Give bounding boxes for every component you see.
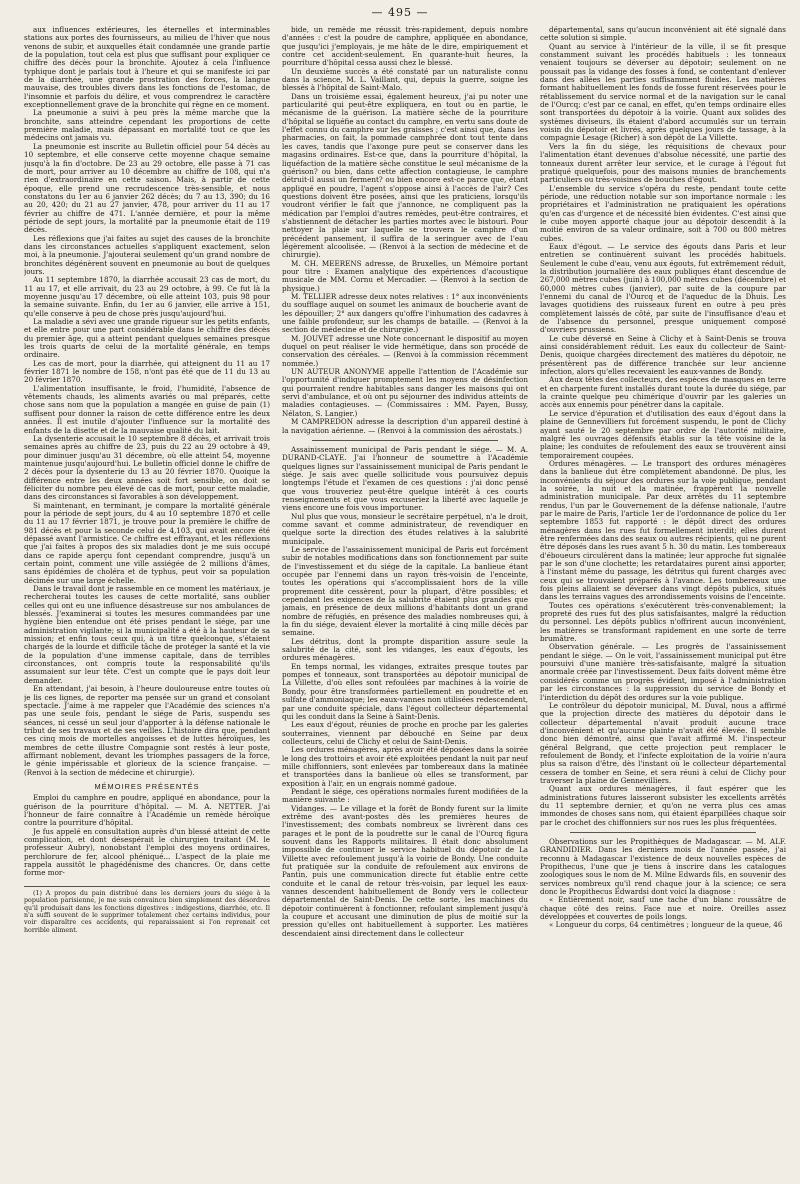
paragraph: Vidanges. — Le village et la forêt de Bondy furent sur la limite extrême des avant-postes dès les premières heures de l'investissement; des combats nombreux se livrèrent dans ces parages et le pont de la poudrette sur le canal de l'Ourcq figura souvent dans les Rapports militaires. Il était donc absolument impossible de continuer le service habituel du dépotoir de La Villette avec refoulement jusqu'à la voirie de Bondy. Une conduite fut pratiquée sur la conduite de refoulement aux environs de Pantin, puis une communication directe fut établie entre cette conduite et le canal de retour très-voisin, par lequel les eaux-vannes descendent habituellement de Bondy vers le collecteur départemental de Saint-Denis. De cette sorte, les machines du dépotoir continuèrent à fonctionner, refoulant simplement jusqu'à la coupure et accusant une diminution de plus de moitié sur la pression qu'elles ont habituellement à supporter. Les matières descendaient ainsi directement dans le collecteur bbox=[282, 803, 528, 938]
paragraph: Le service d'épuration et d'utilisation des eaux d'égout dans la plaine de Gennevilliers fut forcément suspendu, le pont de Clichy ayant sauté le 20 septembre par ordre de l'autorité militaire, malgré les ouvrages défensifs établis sur la tête voisine de la plaine; les conduites de refoulement des eaux se trouvèrent ainsi temporairement coupées. bbox=[540, 408, 786, 460]
paragraph: Les eaux d'égout, réunies de proche en proche par les galeries souterraines, viennent par débouché en Seine par deux collecteurs, celui de Clichy et celui de Saint-Denis. bbox=[282, 720, 528, 746]
paragraph: M CAMPREDON adresse la description d'un appareil destiné à la navigation aérienne. — (Renvoi à la commission des aérostats.) bbox=[282, 417, 528, 435]
paragraph: La maladie a sévi avec une grande rigueur sur les petits enfants, et elle entre pour une part considérable dans le chiffre des décès du premier âge, qui a atteint pendant quelques semaines presque les trois quarts de celui de la mortalité générale, en temps ordinaire. bbox=[24, 317, 270, 360]
paragraph: Vers la fin du siége, les réquisitions de chevaux pour l'alimentation étant devenues d'absolue nécessité, une partie des tonneaux durent arrêter leur service, et le curage à l'égout fut pratiqué quelquefois, pour des maisons munies de branchements particuliers ou très-voisines de bouches d'égout. bbox=[540, 141, 786, 185]
paragraph: Assainissement municipal de Paris pendant le siége. — M. A. DURAND-CLAYE. J'ai l'honneur de soumettre à l'Académie quelques lignes sur l'assainissement municipal de Paris pendant le siége. Je sais avec quelle sollicitude vous poursuivez depuis longtemps l'étude et l'examen de ces questions : j'ai donc pensé que vous trouveriez peut-être quelque intérêt à ces courts renseignements et que vous excuseriez la liberté avec laquelle je viens encore une fois vous importuner. bbox=[282, 444, 528, 513]
column-3 bbox=[540, 26, 786, 1174]
paragraph: Je fus appelé en consultation auprès d'un blessé atteint de cette complication, et dont désespérait le chirurgien traitant (M. le professeur Aubry), nonobstant l'emploi des moyens ordinaires, perchlorure de fer, alcool phéniqué... L'aspect de la plaie me rappela aussitôt le phagédénisme des chancres. Or, dans cette forme mor- bbox=[24, 826, 270, 878]
paragraph: Ordures ménagères. — Le transport des ordures ménagères dans la banlieue dut être complètement abandonné. De plus, les inconvénients du séjour des ordures sur la voie publique, pendant la soirée, la nuit et la matinée, frappèrent la nouvelle administration municipale. Par deux arrêtés du 11 septembre rendus, l'un par le Gouvernement de la défense nationale, l'autre par le maire de Paris, l'article 1er de l'ordonnance de police du 1er septembre 1853 fut rapporté : le dépôt direct des ordures ménagères dans les rues fut formellement interdit; elles durent être renfermées dans des seaux ou autres récipients, qui ne purent être déposés dans les rues avant 5 h. 30 du matin. Les tombereaux d'éboueurs circulèrent dans la matinée; leur approche fut signalée par le son d'une clochette; les retardataires purent ainsi apporter, à l'instant même du passage, les détritus qui furent chargés avec ceux qui se trouvaient préparés à l'avance. Les tombereaux une fois pleins allaient se déverser dans vingt dépôts publics, situés dans les terrains vagues des arrondissements voisins de l'enceinte. bbox=[540, 458, 786, 602]
paragraph: En attendant, j'ai besoin, à l'heure douloureuse entre toutes où je lis ces lignes, de reporter ma pensée sur un grand et consolant spectacle. J'aime à me rappeler que l'Académie des sciences n'a pas une seule fois, pendant le siége de Paris, suspendu ses séances, ni cessé un seul jour d'apporter à la défense nationale le tribut de ses travaux et de ses veilles. L'histoire dira que, pendant ces cinq mois de mortelles angoisses et de luttes héroïques, les membres de cette illustre Compagnie sont restés à leur poste, affirmant noblement, devant les triomphes passagers de la force, le génie impérissable et glorieux de la science française. — (Renvoi à la section de médecine et chirurgie). bbox=[24, 684, 270, 777]
text-columns bbox=[24, 26, 786, 1174]
paragraph: Observation générale. — Les progrès de l'assainissement pendant le siége. — On le voit, l'assainissement municipal put être poursuivi d'une manière très-satisfaisante, malgré la situation anormale créée par l'investissement. Deux faits doivent même être considérés comme un progrès évident, imposé à l'administration par les circonstances : la suppression du service de Bondy et l'interdiction du dépôt des ordures sur la voie publique. bbox=[540, 642, 786, 702]
paragraph: Un deuxième succès a été constaté par un naturaliste connu dans la science, M. L. Vaillant, qui, depuis la guerre, soigne les blessés à l'hôpital de Saint-Malo. bbox=[282, 66, 528, 93]
paragraph: Le service de l'assainissement municipal de Paris eut forcément subir de notables modifications dans son fonctionnement par suite de l'investissement et du siége de la capitale. La banlieue étant occupée par l'ennemi dans un rayon très-voisin de l'enceinte, toutes les opérations qui s'accomplissaient hors de la ville proprement dite cessèrent, pour la plupart, d'être possibles; et cependant les exigences de la salubrité étaient plus grandes que jamais, en présence de deux millions d'habitants dont un grand nombre de réfugiés, en présence des maladies nombreuses qui, à la fin du siége, devaient élever la mortalité à cinq mille décès par semaine. bbox=[282, 544, 528, 638]
paragraph: aux influences extérieures, les éternelles et interminables stations aux portes des fournisseurs, au milieu de l'hiver que nous venons de subir, et auxquelles était condamnée une grande partie de la population, tout cela est plus que suffisant pour expliquer ce chiffre des décès pour la bronchite. Ajoutez à cela l'influence typhique dont je parlais tout à l'heure et qui se manifeste ici par de la diarrhée, une grande prostration des forces, la langue mauvaise, des troubles divers dans les fonctions de l'estomac, de l'insomnie et parfois du délire, et vous comprendrez le caractère exceptionnellement grave de la bronchite qui règne en ce moment. bbox=[24, 26, 270, 110]
paragraph: M. TELLIER adresse deux notes relatives : 1° aux inconvénients du soufflage auquel on soumet les animaux de boucherie avant de les dépouiller; 2° aux dangers qu'offre l'inhumation des cadavres à une faible profondeur, sur les champs de bataille. — (Renvoi à la section de médecine et de chirurgie.) bbox=[282, 292, 528, 335]
footnote: (1) A propos du pain distribué dans les derniers jours du siége à la population parisienne, je me suis convaincu bien simplement des désordres qu'il produisait dans les fonctions digestives : indigestions, diarrhée, etc. Il n'a suffi souvent de le supprimer totalement chez certains individus, pour voir disparaître ces accidents, qui reparaissaient si l'on reprenait cet horrible aliment. bbox=[24, 886, 270, 934]
paragraph: « Entièrement noir, sauf une tache d'un blanc roussâtre de chaque côté des reins. Face nue et noire. Oreilles assez développées et couvertes de poils longs. bbox=[540, 895, 786, 922]
paragraph: Dans un troisième essai, également heureux, j'ai pu noter une particularité qui peut-être expliquera, en tout ou en partie, le mécanisme de la guérison. La matière sèche de la pourriture d'hôpital se liquéfie au contact du camphre, en vertu sans doute de l'effet connu du camphre sur les graisses ; c'est ainsi que, dans les pharmacies, on fait, la pommade camphrée dont tout tente dans les caves, tandis que l'axonge pure peut se conserver dans les magasins ordinaires. Est-ce que, dans la pourriture d'hôpital, la liquéfaction de la matière sèche constitue le seul mécanisme de la guérison? ou bien, dans cette affection contagieuse, le camphre détruit-il aussi un ferment? ou bien encore est-ce parce que, étant appliqué en poudre, l'agent s'oppose ainsi à l'accès de l'air? Ces questions doivent être posées, ainsi que les praticiens, lorsqu'ils voudront vérifier le fait que j'annonce, ne compliquent pas la médication par l'emploi d'autres remèdes, peut-être contraires, et s'abstiennent de détacher les parties mortes avec le bistouri. Pour nettoyer la plaie sur laquelle se trouvera le camphre d'un précédent pansement, il suffira de la seringuer avec de l'eau légèrement alcoolisée. — (Renvoi à la section de médecine et de chirurgie). bbox=[282, 91, 528, 260]
paragraph: La dysenterie accusait le 10 septembre 8 décès, et arrivait trois semaines après au chiffre de 23, puis du 22 au 29 octobre à 49, pour diminuer jusqu'au 31 décembre, où elle atteint 54, moyenne maintenue jusqu'aujourd'hui. Le bulletin officiel donne le chiffre de 2 décès pour la dysenterie du 13 au 20 février 1870. Quoique la différence entre les deux années soit fort sensible, on doit se féliciter du nombre peu élevé de cas de mort, pour cette maladie, dans des circonstances si favorables à son développement. bbox=[24, 433, 270, 502]
paragraph: bide, un remède me réussit très-rapidement, depuis nombre d'années : c'est la poudre de camphre, appliquée en abondance, que jusqu'ici j'employais, je me hâte de le dire, empiriquement et contre cet accident-seulement. En quarante-huit heures, la pourriture d'hôpital cessa aussi chez le blessé. bbox=[282, 26, 528, 68]
paragraph: UN AUTEUR ANONYME appelle l'attention de l'Académie sur l'opportunité d'indiquer promptement les moyens de désinfection qui pourraient rendre habitables sans danger les maisons qui ont servi d'ambulance, et où ont pu séjourner des individus atteints de maladies contagieuses. — (Commissaires : MM. Payen, Bussy, Nélaton, S. Langier.) bbox=[282, 367, 528, 418]
paragraph: Eaux d'égout. — Le service des égouts dans Paris et leur entretien se continuèrent suivant les procédés habituels. Seulement le cube d'eau, venu aux égouts, fut extrêmement réduit, la distribution journalière des eaux publiques étant descendue de 267,000 mètres cubes (juin) à 100,000 mètres cubes (décembre) et 60,000 mètres cubes (janvier), par suite de la coupure par l'ennemi du canal de l'Ourcq et de l'aqueduc de la Dhuis. Les lavages quotidiens des ruisseaux furent en outre à peu près complètement laissés de côté, par suite de l'insuffisance d'eau et de l'absence du personnel, presque uniquement composé d'ouvriers prussiens. bbox=[540, 241, 786, 335]
section-divider bbox=[570, 832, 756, 833]
paragraph: L'alimentation insuffisante, le froid, l'humidité, l'absence de vêtements chauds, les aliments avariés ou mal préparés, cette chose sans nom que la population a mangée en guise de pain (1) suffisent pour donner la raison de cette différence entre les deux années. Il est inutile d'ajouter l'influence sur la mortalité des enfants de la disette et de la mauvaise qualité du lait. bbox=[24, 383, 270, 435]
paragraph: Les réflexions que j'ai faites au sujet des causes de la bronchite dans les circonstances actuelles s'appliquent exactement, selon moi, à la pneumonie. J'ajouterai seulement qu'un grand nombre de bronchites dégénèrent souvent en pneumonie au bout de quelques jours. bbox=[24, 233, 270, 276]
paragraph: Aux deux têtes des collecteurs, des espèces de masques en terre et en charpente furent installés durant toute la durée du siége, par la crainte quelque peu chimérique d'ouvrir par les galeries un accès aux ennemis pour pénétrer dans la capitale. bbox=[540, 375, 786, 410]
paragraph: La pneumonie a suivi à peu près la même marche que la bronchite, sans atteindre cependant les proportions de cette première maladie, mais dépassant en mortalité tout ce que les médecins ont jamais vu. bbox=[24, 108, 270, 143]
paragraph: M. JOUVET adresse une Note concernant le dispositif au moyen duquel on peut réaliser le vide hermétique, dans son procédé de conservation des céréales. — (Renvoi à la commission récemment nommée.) bbox=[282, 333, 528, 368]
paragraph: Toutes ces opérations s'exécutèrent très-convenablement; la propreté des rues fut des plus satisfaisantes, malgré la réduction du personnel. Les dépôts publics n'offrirent aucun inconvénient, les matières se transformant rapidement en une sorte de terre brumâtre. bbox=[540, 600, 786, 644]
section-heading: MÉMOIRES PRÉSENTÉS bbox=[94, 781, 200, 791]
paragraph: Quant aux ordures ménagères, il faut espérer que les administrations futures laisseront subsister les excellents arrêtés du 11 septembre dernier, et qu'on ne verra plus ces amas immondes de choses sans nom, qui étaient éparpillées chaque soir par le crochet des chiffonniers sur nos rues les plus fréquentées. bbox=[540, 784, 786, 827]
paragraph: Les détritus, dont la prompte disparition assure seule la salubrité de la cité, sont les vidanges, les eaux d'égouts, les ordures ménagères. bbox=[282, 636, 528, 663]
paragraph: Quant au service à l'intérieur de la ville, il se fit presque constamment suivant les procédés habituels : les tonneaux venaient toujours se déverser au dépotoir; seulement on ne poussait pas la vidange des fosses à fond, se contentant d'enlever dans des allées les parties suffisamment fluides. Les matières formant habituellement les fonds de fosse furent réservées pour le rétablissement du service normal et de la navigation sur le canal de l'Ourcq; c'est par ce canal, en effet, qu'en temps ordinaire elles sont transportées du dépotoir à la voirie. Quant aux solides des systèmes diviseurs, ils étaient d'abord accumulés sur un terrain voisin du dépotoir et livrés, après quelques jours de tassage, à la compagnie Lesage (Richer) à son dépôt de La Villette. bbox=[540, 41, 786, 143]
paragraph: La pneumonie est inscrite au Bulletin officiel pour 54 décès au 10 septembre, et elle conserve cette moyenne chaque semaine jusqu'à la fin d'octobre. De 23 au 29 octobre, elle passe à 71 cas de mort, pour arriver au 10 décembre au chiffre de 108, qui n'a rien d'extraordinaire en cette saison. Mais, à partir de cette époque, elle prend une recrudescence très-sensible, et nous constatons du 1er au 6 janvier 262 décès; du 7 au 13, 390; du 16 au 20, 420; du 21 au 27 janvier, 478, pour arriver du 11 au 17 février au chiffre de 471. L'année dernière, et pour la même période de sept jours, la mortalité par la pneumonie était de 119 décès. bbox=[24, 141, 270, 235]
paragraph: Si maintenant, en terminant, je compare la mortalité générale pour la période de sept jours, du 4 au 10 septembre 1870 et celle du 11 au 17 février 1871, je trouve pour la première le chiffre de 981 décès et pour la seconde celui de 4,103, qui avait encore été dépassé avant l'armistice. Ce chiffre est effrayant, et les réflexions que j'ai faites à propos des six maladies dont je me suis occupé dans ce rapide aperçu font cependant comprendre, jusqu'à un certain point, comment une ville assiégée de 2 millions d'âmes, sans épidémies de choléra et de typhus, peut voir sa population décimée sur une large échelle. bbox=[24, 500, 270, 585]
paragraph: Nul plus que vous, monsieur le secrétaire perpétuel, n'a le droit, comme savant et comme administrateur, de revendiquer en quelque sorte la direction des études relatives à la salubrité municipale. bbox=[282, 511, 528, 546]
column-1 bbox=[24, 26, 270, 1174]
page-number: — 495 — bbox=[371, 6, 429, 19]
paragraph: Les cas de mort, pour la diarrhée, qui atteignent du 11 au 17 février 1871 le nombre de 158, n'ont pas été que de 11 du 13 au 20 février 1870. bbox=[24, 358, 270, 385]
paragraph: Le contrôleur du dépotoir municipal, M. Duval, nous a affirmé que la projection directe des matières du dépotoir dans le collecteur départemental n'avait produit aucune trace d'inconvénient et qu'aucune plainte n'avait été élevée. Il semble donc bien démontré, ainsi que l'avait affirmé M. l'inspecteur général Belgrand, que cette projection peut remplacer le refoulement de Bondy, et l'infecte exploitation de la voirie n'aura plus sa raison d'être, dès l'instant où le collecteur départemental cessera de tomber en Seine, et sera réuni à celui de Clichy pour traverser la plaine de Gennevilliers. bbox=[540, 700, 786, 785]
paragraph: Au 11 septembre 1870, la diarrhée accusait 23 cas de mort, du 11 au 17, et elle arrivait, du 23 au 29 octobre, à 99. Ce fut là la moyenne jusqu'au 17 décembre, où elle atteint 103, puis 98 pour la semaine suivante. Enfin, du 1er au 6 janvier, elle arrive à 151, qu'elle conserve à peu de chose près jusqu'aujourd'hui. bbox=[24, 275, 270, 318]
paragraph: Observations sur les Propithèques de Madagascar. — M. ALF. GRANDIDIER. Dans les derniers mois de l'année passée, j'ai reconnu à Madagascar l'existence de deux nouvelles espèces de Propithecus, l'une que je tiens à inscrire dans les catalogues zoologiques sous le nom de M. Milne Edwards fils, en souvenir des services nombreux qu'il rend chaque jour à la science; ce sera donc le Propithecus Edwardsi dont voici la diagnose : bbox=[540, 837, 786, 897]
section-divider bbox=[312, 440, 498, 441]
paragraph: « Longueur du corps, 64 centimètres ; longueur de la queue, 46 bbox=[549, 920, 783, 930]
paragraph: Pendant le siége, ces opérations normales furent modifiées de la manière suivante : bbox=[282, 786, 528, 805]
paragraph: départemental, sans qu'aucun inconvénient ait été signalé dans cette solution si simple. bbox=[540, 26, 786, 43]
paragraph: M. CH. MEERENS adresse, de Bruxelles, un Mémoire portant pour titre : Examen analytique des expériences d'acoustique musicale de MM. Cornu et Mercadier. — (Renvoi à la section de physique.) bbox=[282, 258, 528, 293]
paragraph: En temps normal, les vidanges, extraites presque toutes par pompes et tonneaux, sont transportées au dépotoir municipal de La Villette, d'où elles sont refoulées par machines à la voirie de Bondy, pour être transformées partiellement en poudrette et en sulfate d'ammoniaque; les eaux-vannes non utilisées redescendent, par une conduite spéciale, dans l'égout collecteur départemental qui les conduit dans la Seine à Saint-Denis. bbox=[282, 661, 528, 721]
paragraph: Les ordures ménagères, après avoir été déposées dans la soirée le long des trottoirs et avoir été exploitées pendant la nuit par neuf mille chiffonniers, sont enlevées par tombereaux dans la matinée et transportées dans la banlieue où elles se transforment, par exposition à l'air, en un engrais nommé gadoue. bbox=[282, 745, 528, 788]
paragraph: Emploi du camphre en poudre, appliqué en abondance, pour la guérison de la pourriture d'hôpital. — M. A. NETTER. J'ai l'honneur de faire connaître à l'Académie un remède héroïque contre la pourriture d'hôpital. bbox=[24, 793, 270, 828]
paragraph: Dans le travail dont je rassemble en ce moment les matériaux, je rechercherai toutes les causes de cette mortalité, sans oublier celles qui ont eu une influence désastreuse sur nos ambulances de blessés. J'examinerai si toutes les mesures commandées par une hygiène bien entendue ont été prises pendant le siége, par une administration vigilante; si la municipalité a été à la hauteur de sa mission; et enfin tous ceux qui, à un titre quelconque, s'étaient chargés de la lourde et difficile tâche de protéger la santé et la vie de la population d'une immense capitale, dans de terribles circonstances, ont compris toute la responsabilité qu'ils assumaient sur leur tête. C'est un compte que le pays doit leur demander. bbox=[24, 584, 270, 685]
column-2 bbox=[282, 26, 528, 1174]
paragraph: Le cube déversé en Seine à Clichy et à Saint-Denis se trouva ainsi considérablement réduit. Les eaux du collecteur de Saint-Denis, quoique chargées directement des matières du dépotoir, ne présentèrent pas de différence tranchée sur leur ancienne infection, alors qu'elles recevaient les eaux-vannes de Bondy. bbox=[540, 333, 786, 377]
paragraph: L'ensemble du service s'opéra du reste, pendant toute cette période, une réduction notable sur son importance normale : les propriétaires et l'administration ne pratiquaient les opérations qu'en cas d'urgence et de nécessité bien évidentes. C'est ainsi que le cube moyen apporté chaque jour au dépotoir descendit à la moitié environ de sa valeur ordinaire, soit à 700 ou 800 mètres cubes. bbox=[540, 183, 786, 243]
